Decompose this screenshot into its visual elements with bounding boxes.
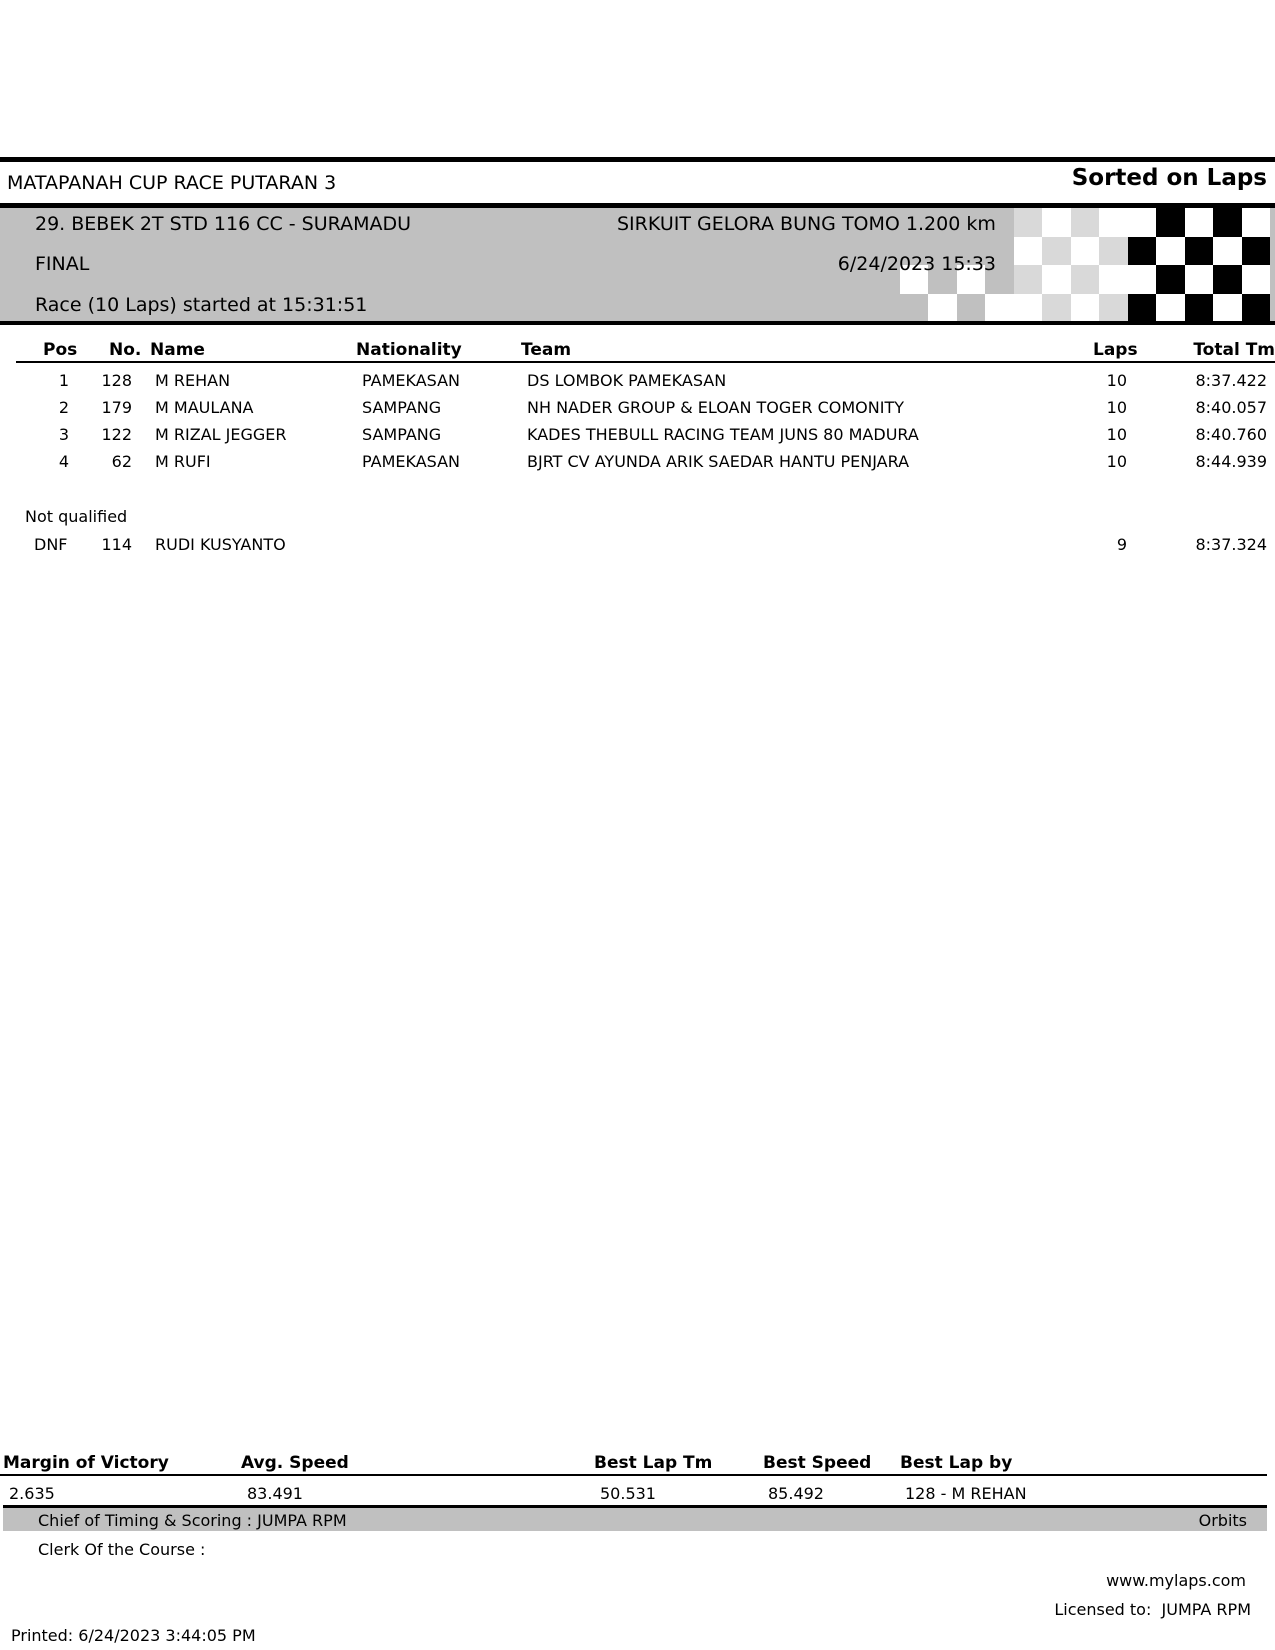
checker-cell — [1242, 294, 1271, 322]
licensed-to — [1054, 1600, 1251, 1619]
checker-cell — [1156, 237, 1185, 266]
checker-cell — [1156, 265, 1185, 294]
checker-cell — [1042, 265, 1071, 294]
race-info: Race (10 Laps) started at 15:31:51 — [35, 294, 368, 316]
row-nationality: PAMEKASAN — [362, 452, 461, 471]
summary-best-lap-tm-header: Best Lap Tm — [594, 1453, 713, 1473]
row-name: M MAULANA — [155, 398, 254, 417]
checker-cell — [1213, 237, 1242, 266]
row-laps: 10 — [1106, 371, 1127, 390]
checker-cell — [1071, 208, 1100, 237]
row-name: M REHAN — [155, 371, 231, 390]
checker-cell — [1156, 294, 1185, 322]
summary-best-speed-header: Best Speed — [763, 1453, 872, 1473]
website-link[interactable]: www.mylaps.com — [1106, 1571, 1246, 1590]
row-total: 8:40.760 — [1195, 425, 1267, 444]
checker-cell — [1242, 265, 1271, 294]
race-date-time: 6/24/2023 15:33 — [837, 253, 996, 275]
checker-cell — [1213, 294, 1242, 322]
row-total: 8:37.422 — [1195, 371, 1267, 390]
checker-cell — [1128, 294, 1157, 322]
col-team: Team — [521, 340, 572, 360]
event-title: MATAPANAH CUP RACE PUTARAN 3 — [7, 172, 337, 194]
row-pos: 2 — [58, 398, 69, 417]
summary-best-speed-value: 85.492 — [768, 1484, 824, 1503]
checker-cell — [928, 294, 957, 322]
licensed-name: JUMPA RPM — [1161, 1600, 1251, 1619]
row-name: M RUFI — [155, 452, 211, 471]
circuit-name: SIRKUIT GELORA BUNG TOMO 1.200 km — [617, 213, 996, 235]
checker-cell — [1185, 208, 1214, 237]
checker-cell — [1014, 237, 1043, 266]
row-total: 8:37.324 — [1195, 535, 1267, 554]
row-team: BJRT CV AYUNDA ARIK SAEDAR HANTU PENJARA — [527, 452, 910, 471]
checker-cell — [1128, 237, 1157, 266]
checker-cell — [1185, 237, 1214, 266]
summary-margin-header: Margin of Victory — [3, 1453, 169, 1473]
checker-cell — [1185, 265, 1214, 294]
summary-best-lap-by-header: Best Lap by — [900, 1453, 1013, 1473]
summary-margin-value: 2.635 — [9, 1484, 55, 1503]
col-laps: Laps — [1093, 340, 1138, 360]
col-nationality: Nationality — [356, 340, 462, 360]
checker-cell — [1099, 294, 1128, 322]
sort-label: Sorted on Laps — [1071, 165, 1267, 191]
summary-header-rule — [0, 1474, 1267, 1476]
row-name: M RIZAL JEGGER — [155, 425, 287, 444]
row-team: NH NADER GROUP & ELOAN TOGER COMONITY — [527, 398, 904, 417]
table-header-rule — [16, 361, 1275, 363]
row-no: 62 — [111, 452, 132, 471]
checker-cell — [1213, 208, 1242, 237]
row-no: 179 — [101, 398, 132, 417]
row-laps: 9 — [1116, 535, 1127, 554]
class-name: 29. BEBEK 2T STD 116 CC - SURAMADU — [35, 213, 412, 235]
checker-cell — [1071, 237, 1100, 266]
row-pos: 1 — [58, 371, 69, 390]
row-no: 128 — [101, 371, 132, 390]
col-name: Name — [150, 340, 205, 360]
checker-cell — [1071, 294, 1100, 322]
summary-best-lap-by-value: 128 - M REHAN — [905, 1484, 1027, 1503]
row-pos: 4 — [58, 452, 69, 471]
row-pos: DNF — [34, 535, 68, 554]
band-bottom-rule — [0, 321, 1275, 325]
checker-cell — [1071, 265, 1100, 294]
checker-cell — [1014, 294, 1043, 322]
printed-timestamp: Printed: 6/24/2023 3:44:05 PM — [11, 1626, 256, 1645]
checker-cell — [985, 294, 1014, 322]
row-total: 8:44.939 — [1195, 452, 1267, 471]
row-nationality: SAMPANG — [362, 425, 442, 444]
row-no: 122 — [101, 425, 132, 444]
checker-cell — [1042, 294, 1071, 322]
orbits-label: Orbits — [1198, 1511, 1247, 1530]
row-team: KADES THEBULL RACING TEAM JUNS 80 MADURA — [527, 425, 919, 444]
col-no: No. — [109, 340, 142, 360]
row-no: 114 — [101, 535, 132, 554]
summary-avg-speed-value: 83.491 — [247, 1484, 303, 1503]
checker-cell — [1099, 265, 1128, 294]
col-pos: Pos — [43, 340, 78, 360]
checker-cell — [1185, 294, 1214, 322]
clerk-of-course: Clerk Of the Course : — [38, 1540, 206, 1559]
row-pos: 3 — [58, 425, 69, 444]
top-rule — [0, 157, 1275, 162]
row-name: RUDI KUSYANTO — [155, 535, 286, 554]
row-laps: 10 — [1106, 452, 1127, 471]
row-team: DS LOMBOK PAMEKASAN — [527, 371, 727, 390]
checker-cell — [1213, 265, 1242, 294]
chief-of-timing: Chief of Timing & Scoring : JUMPA RPM — [38, 1511, 347, 1530]
row-nationality: PAMEKASAN — [362, 371, 461, 390]
checker-cell — [1042, 208, 1071, 237]
row-total: 8:40.057 — [1195, 398, 1267, 417]
checker-cell — [1014, 208, 1043, 237]
checker-cell — [1128, 208, 1157, 237]
checker-cell — [1014, 265, 1043, 294]
checker-cell — [1042, 237, 1071, 266]
checker-cell — [1242, 237, 1271, 266]
not-qualified-label: Not qualified — [25, 507, 128, 526]
checker-cell — [1099, 208, 1128, 237]
row-laps: 10 — [1106, 425, 1127, 444]
col-total: Total Tm — [1193, 340, 1275, 360]
row-nationality: SAMPANG — [362, 398, 442, 417]
checker-cell — [1242, 208, 1271, 237]
licensed-label: Licensed to: — [1054, 1600, 1152, 1619]
row-laps: 10 — [1106, 398, 1127, 417]
checker-cell — [1156, 208, 1185, 237]
session-name: FINAL — [35, 253, 90, 275]
summary-avg-speed-header: Avg. Speed — [241, 1453, 349, 1473]
summary-best-lap-tm-value: 50.531 — [600, 1484, 656, 1503]
checker-cell — [1128, 265, 1157, 294]
checker-cell — [1099, 237, 1128, 266]
